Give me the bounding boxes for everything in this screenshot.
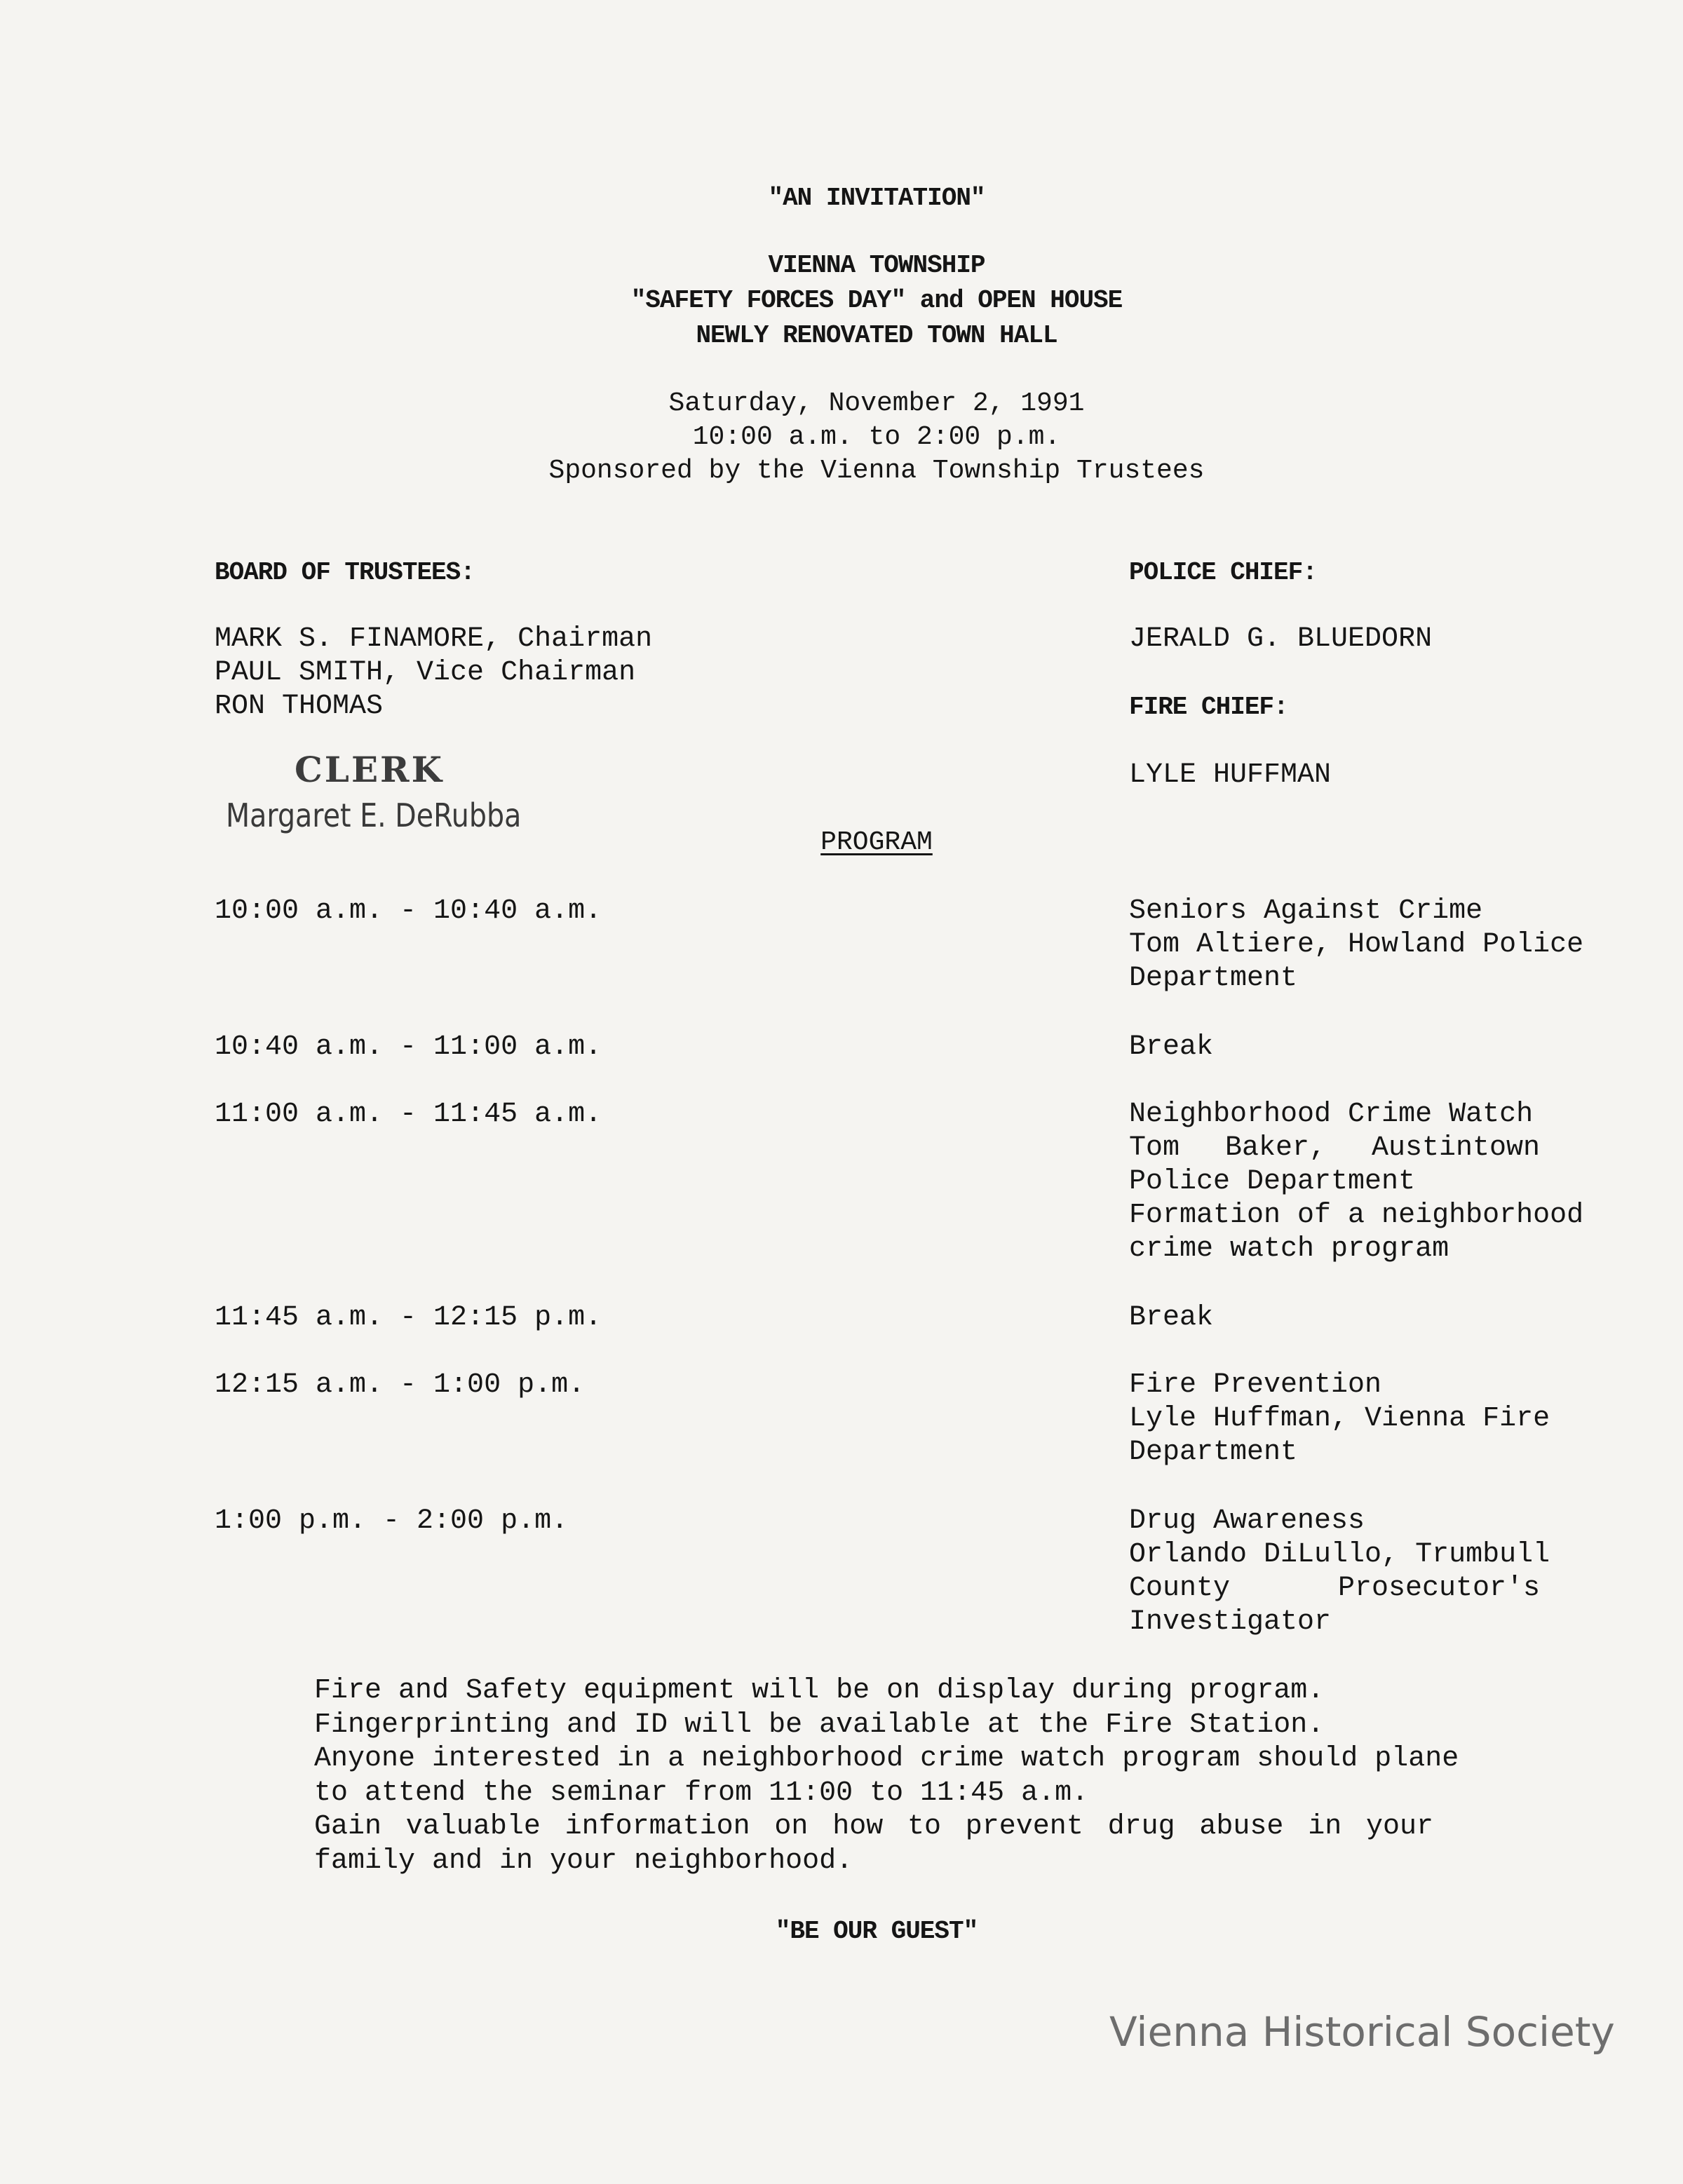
program-time: 12:15 a.m. - 1:00 p.m. xyxy=(215,1369,586,1401)
police-chief-name: JERALD G. BLUEDORN xyxy=(1129,623,1433,655)
program-line: Police Department xyxy=(1129,1166,1416,1198)
program-description xyxy=(1129,1031,1213,1064)
program-line: Tom Baker, Austintown xyxy=(1129,1132,1540,1164)
invitation-title: "AN INVITATION" xyxy=(768,184,985,212)
program-line: Break xyxy=(1129,1302,1214,1334)
program-line: Break xyxy=(1129,1031,1214,1063)
program-description xyxy=(1129,895,1583,996)
program-description xyxy=(1129,1369,1550,1470)
program-line: crime watch program xyxy=(1129,1233,1449,1265)
trustee-member: MARK S. FINAMORE, Chairman xyxy=(215,623,653,655)
program-line: Seniors Against Crime xyxy=(1129,895,1483,927)
program-time: 11:00 a.m. - 11:45 a.m. xyxy=(215,1099,602,1130)
program-description xyxy=(1129,1505,1550,1639)
event-hours: 10:00 a.m. to 2:00 p.m. xyxy=(692,422,1061,452)
program-description xyxy=(1129,1301,1213,1335)
closing-line: "BE OUR GUEST" xyxy=(775,1917,978,1946)
note-line: Fingerprinting and ID will be available at the Fire Station. xyxy=(314,1709,1325,1741)
note-line: Anyone interested in a neighborhood crime watch program should plane xyxy=(314,1743,1459,1775)
program-time: 1:00 p.m. - 2:00 p.m. xyxy=(215,1505,569,1537)
trustees-heading: BOARD OF TRUSTEES: xyxy=(215,558,475,587)
event-date: Saturday, November 2, 1991 xyxy=(668,388,1085,419)
fire-chief-name: LYLE HUFFMAN xyxy=(1129,759,1332,791)
program-line: Department xyxy=(1129,1437,1298,1468)
township-title: VIENNA TOWNSHIP xyxy=(768,251,985,280)
program-time: 11:45 a.m. - 12:15 p.m. xyxy=(215,1302,602,1334)
program-line: Department xyxy=(1129,963,1298,994)
note-line: Gain valuable information on how to prevent drug abuse in your xyxy=(314,1811,1433,1843)
program-heading: PROGRAM xyxy=(820,827,933,857)
trustee-member: RON THOMAS xyxy=(215,691,384,722)
event-sponsor: Sponsored by the Vienna Township Trustees xyxy=(548,456,1205,486)
program-line: Fire Prevention xyxy=(1129,1369,1382,1401)
program-line: Tom Altiere, Howland Police xyxy=(1129,929,1584,961)
program-line: Lyle Huffman, Vienna Fire xyxy=(1129,1403,1550,1434)
clerk-stamp-title: CLERK xyxy=(295,749,445,790)
program-line: Orlando DiLullo, Trumbull xyxy=(1129,1539,1550,1571)
event-title: "SAFETY FORCES DAY" and OPEN HOUSE xyxy=(630,286,1123,315)
venue-title: NEWLY RENOVATED TOWN HALL xyxy=(696,321,1057,350)
program-line: County Prosecutor's xyxy=(1129,1573,1540,1604)
program-line: Formation of a neighborhood xyxy=(1129,1200,1584,1231)
notes-block xyxy=(314,1674,1459,1878)
program-time: 10:40 a.m. - 11:00 a.m. xyxy=(215,1031,602,1063)
watermark-text: Vienna Historical Society xyxy=(1109,2008,1615,2056)
program-description xyxy=(1129,1098,1583,1266)
fire-chief-heading: FIRE CHIEF: xyxy=(1129,693,1288,721)
program-time: 10:00 a.m. - 10:40 a.m. xyxy=(215,895,602,927)
program-line: Investigator xyxy=(1129,1606,1332,1638)
note-line: to attend the seminar from 11:00 to 11:45 a.m. xyxy=(314,1777,1089,1809)
clerk-stamp-name: Margaret E. DeRubba xyxy=(226,796,522,834)
police-chief-heading: POLICE CHIEF: xyxy=(1129,558,1317,587)
program-line: Neighborhood Crime Watch xyxy=(1129,1099,1534,1130)
note-line: Fire and Safety equipment will be on display during program. xyxy=(314,1675,1325,1707)
note-line: family and in your neighborhood. xyxy=(314,1845,853,1877)
program-line: Drug Awareness xyxy=(1129,1505,1365,1537)
trustee-member: PAUL SMITH, Vice Chairman xyxy=(215,657,636,689)
